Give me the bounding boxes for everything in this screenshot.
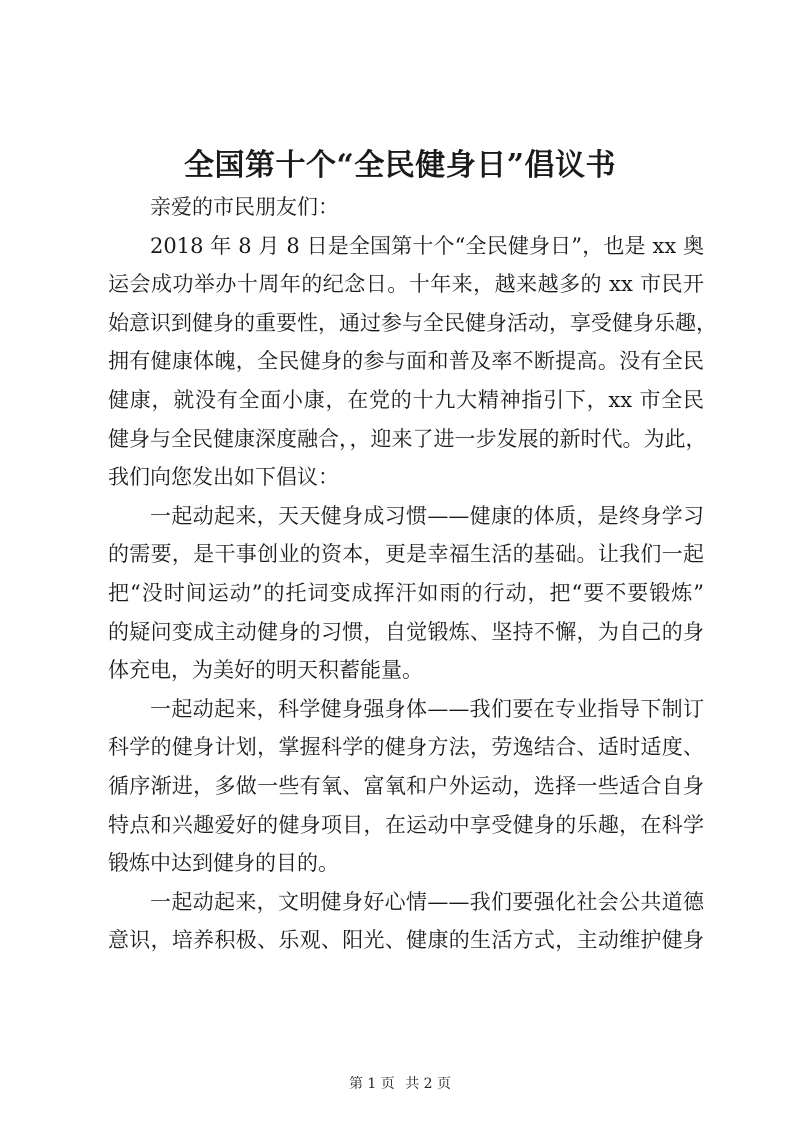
paragraph-line: 2018 年 8 月 8 日是全国第十个“全民健身日”，也是 xx 奥 xyxy=(150,233,704,258)
paragraph-line: 意识，培养积极、乐观、阳光、健康的生活方式，主动维护健身 xyxy=(108,928,704,953)
paragraph-line: 健身与全民健康深度融合，，迎来了进一步发展的新时代。为此， xyxy=(108,426,707,451)
paragraph-line: 特点和兴趣爱好的健身项目，在运动中享受健身的乐趣，在科学 xyxy=(108,812,704,837)
document-body xyxy=(108,188,717,960)
document-title: 全国第十个“全民健身日”倡议书 xyxy=(183,148,616,183)
paragraph-line: 始意识到健身的重要性，通过参与全民健身活动，享受健身乐趣， xyxy=(108,310,717,335)
page-number: 第 1 页 xyxy=(348,1076,395,1092)
paragraph-line: 一起动起来，科学健身强身体——我们要在专业指导下制订 xyxy=(150,696,704,721)
paragraph-line: 我们向您发出如下倡议： xyxy=(108,465,339,490)
page-total: 共 2 页 xyxy=(405,1076,452,1092)
paragraph-line: 体充电，为美好的明天积蓄能量。 xyxy=(108,658,423,683)
paragraph-line: 循序渐进，多做一些有氧、富氧和户外运动，选择一些适合自身 xyxy=(108,773,704,798)
paragraph-line: 一起动起来，文明健身好心情——我们要强化社会公共道德 xyxy=(150,889,704,914)
paragraph-line: 健康，就没有全面小康，在党的十九大精神指引下，xx 市全民 xyxy=(108,387,704,412)
paragraph-line: 科学的健身计划，掌握科学的健身方法，劳逸结合、适时适度、 xyxy=(108,735,704,760)
paragraph-line: 一起动起来，天天健身成习惯——健康的体质，是终身学习 xyxy=(150,503,704,528)
paragraph-line: 锻炼中达到健身的目的。 xyxy=(108,851,339,876)
paragraph-line: 把“没时间运动”的托词变成挥汗如雨的行动，把“要不要锻炼” xyxy=(108,580,704,605)
paragraph-line: 运会成功举办十周年的纪念日。十年来，越来越多的 xx 市民开 xyxy=(108,272,704,297)
paragraph-line: 的疑问变成主动健身的习惯，自觉锻炼、坚持不懈，为自己的身 xyxy=(108,619,704,644)
salutation-line: 亲爱的市民朋友们： xyxy=(150,195,339,219)
paragraph-line: 拥有健康体魄，全民健身的参与面和普及率不断提高。没有全民 xyxy=(108,349,704,374)
page-footer xyxy=(0,1073,800,1093)
paragraph-line: 的需要，是干事创业的资本，更是幸福生活的基础。让我们一起 xyxy=(108,542,704,567)
